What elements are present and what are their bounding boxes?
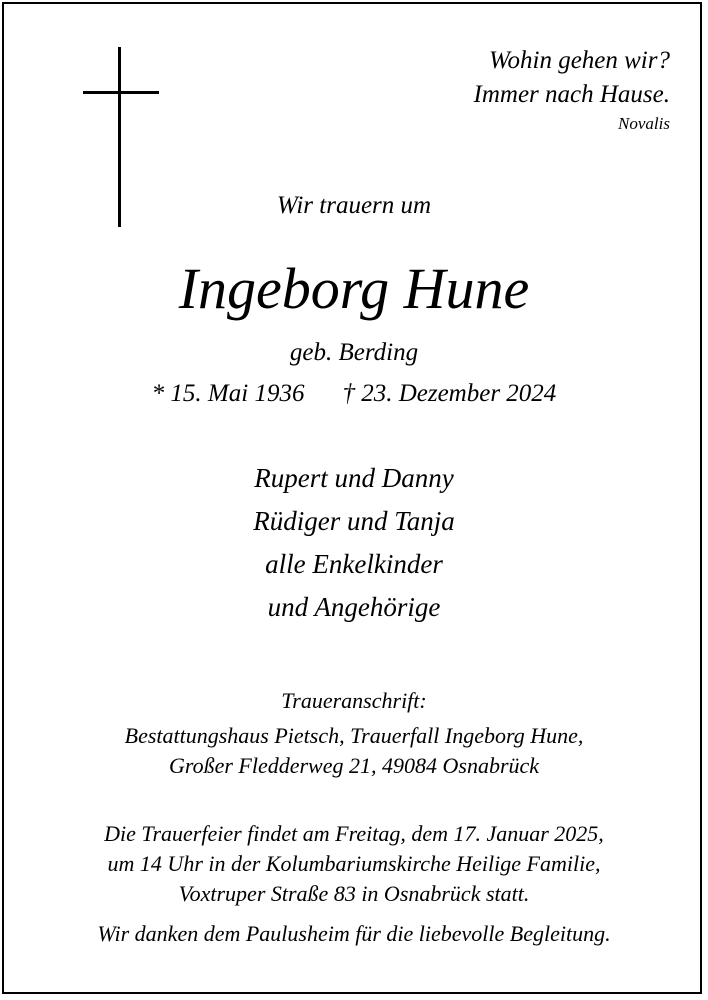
mourner-line-2: Rüdiger und Tanja bbox=[253, 506, 455, 536]
service-line-2: um 14 Uhr in der Kolumbariumskirche Heilige Familie, bbox=[107, 851, 601, 876]
mourner-line-4: und Angehörige bbox=[267, 592, 441, 622]
life-dates bbox=[0, 377, 708, 411]
birth-date: * 15. Mai 1936 bbox=[151, 380, 305, 407]
address-line-2: Großer Fledderweg 21, 49084 Osnabrück bbox=[168, 753, 540, 778]
service-line-1: Die Trauerfeier findet am Freitag, dem 17. Januar 2025, bbox=[104, 821, 604, 846]
mourner-line-1: Rupert und Danny bbox=[254, 463, 454, 493]
address-line-1: Bestattungshaus Pietsch, Trauerfall Ingeborg Hune, bbox=[124, 723, 584, 748]
deceased-name: Ingeborg Hune bbox=[178, 256, 530, 321]
thanks-text: Wir danken dem Paulusheim für die liebevolle Begleitung. bbox=[97, 921, 611, 946]
quote bbox=[474, 44, 670, 112]
quote-line-1: Wohin gehen wir? bbox=[488, 47, 670, 74]
quote-author: Novalis bbox=[618, 114, 670, 133]
address-label: Traueranschrift: bbox=[281, 688, 427, 713]
maiden-name: geb. Berding bbox=[289, 339, 419, 366]
death-date: † 23. Dezember 2024 bbox=[342, 380, 557, 407]
mourner-line-3: alle Enkelkinder bbox=[265, 549, 443, 579]
quote-line-2: Immer nach Hause. bbox=[473, 81, 670, 108]
cross-horizontal-bar bbox=[83, 91, 159, 94]
intro-text: Wir trauern um bbox=[276, 192, 432, 219]
service-line-3: Voxtruper Straße 83 in Osnabrück statt. bbox=[178, 881, 530, 906]
